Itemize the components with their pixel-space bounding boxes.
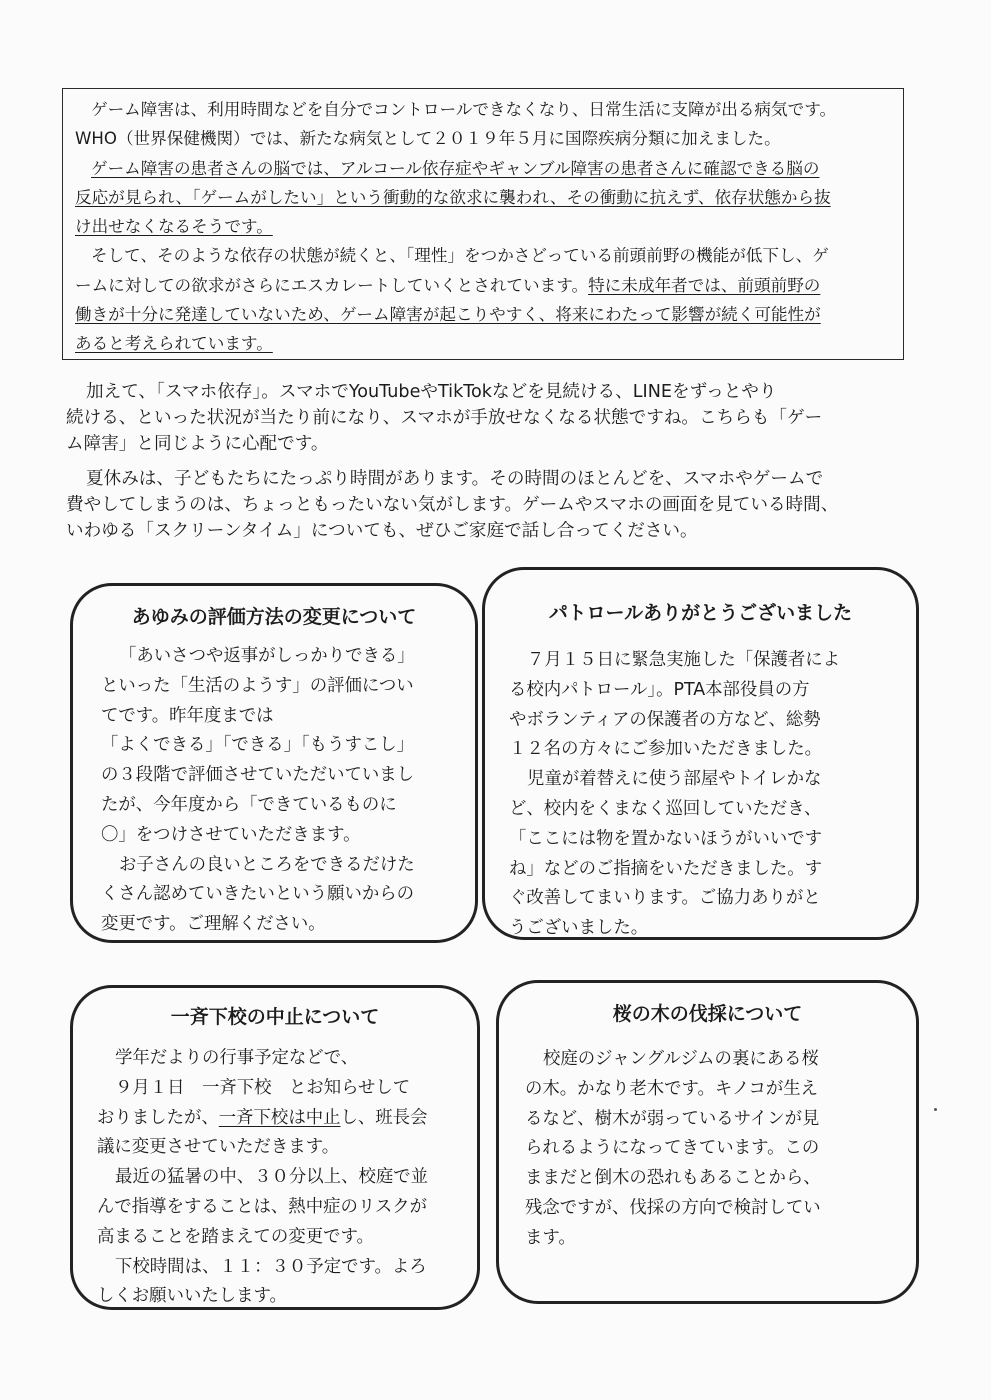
underlined-text: 特に未成年者では、前頭前野の	[588, 275, 821, 295]
text-line: る校内パトロール」。PTA本部役員の方	[509, 679, 810, 700]
box-body	[507, 646, 894, 944]
text-line: んで指導をすることは、熱中症のリスクが	[97, 1196, 428, 1217]
text-segment: ームに対しての欲求がさらにエスカレートしていくとされています。	[75, 275, 589, 295]
text-line: 校庭のジャングルジムの裏にある桜	[543, 1049, 819, 1069]
box-title: パトロールありがとうございました	[548, 602, 853, 624]
text-line	[75, 212, 893, 241]
text-line: 「あいさつや返事がしっかりできる」	[119, 646, 415, 666]
text-line: 〇」をつけさせていただきます。	[101, 824, 361, 845]
underlined-text: あると考えられています。	[75, 334, 273, 354]
underlined-text: 働きが十分に発達していないため、ゲーム障害が起こりやすく、将来にわたって影響が続く可能性が	[75, 305, 821, 325]
text-line: ７月１５日に緊急実施した「保護者によ	[527, 650, 841, 670]
text-line: の３段階で評価させていただいていまし	[101, 765, 415, 786]
text-line: 「よくできる」「できる」「もうすこし」	[101, 735, 415, 756]
game-disorder-info-box	[62, 88, 904, 360]
evaluation-change-box	[70, 583, 478, 943]
text-line: そして、そのような依存の状態が続くと、「理性」をつかさどっている前頭前野の機能が低下し、ゲ	[91, 246, 829, 266]
text-line: １２名の方々にご参加いただきました。	[509, 739, 823, 760]
text-line: たが、今年度から「できているものに	[101, 794, 397, 815]
text-line: ね」などのご指摘をいただきました。す	[509, 858, 823, 879]
text-line: 夏休みは、子どもたちにたっぷり時間があります。その時間のほとんどを、スマホやゲームで	[86, 469, 824, 489]
text-line: お子さんの良いところをできるだけた	[119, 854, 415, 875]
underlined-text: 一斉下校は中止	[218, 1107, 341, 1128]
text-line: くさん認めていきたいという願いからの	[101, 884, 415, 905]
text-line: 最近の猛暑の中、３０分以上、校庭で並	[115, 1167, 429, 1188]
text-line: ９月１日 一斉下校 とお知らせして	[115, 1077, 411, 1098]
patrol-thanks-box	[482, 567, 919, 940]
underlined-text: 反応が見られ、「ゲームがしたい」という衝動的な欲求に襲われ、その衝動に抗えず、依存状態から抜	[75, 187, 831, 207]
text-line: られるようになってきています。この	[525, 1138, 820, 1159]
box-body	[95, 642, 453, 940]
text-line: ゲーム障害は、利用時間などを自分でコントロールできなくなり、日常生活に支障が出る病気です。	[91, 100, 837, 119]
scan-speck	[934, 1108, 937, 1111]
text-line: 「ここには物を置かないほうがいいです	[509, 828, 823, 849]
text-line: 続ける、といった状況が当たり前になり、スマホが手放せなくなる状態ですね。こちらも「ゲー	[66, 408, 823, 428]
text-line: 学年だよりの行事予定などで、	[115, 1048, 359, 1068]
text-line	[75, 183, 893, 212]
text-line: 残念ですが、伐採の方向で検討してい	[525, 1197, 821, 1218]
text-line: しくお願いいたします。	[97, 1286, 287, 1307]
text-line: やボランティアの保護者の方など、総勢	[509, 709, 821, 730]
text-line	[75, 154, 893, 183]
smartphone-dependence-paragraph	[66, 379, 908, 457]
text-line: うございました。	[509, 918, 649, 939]
text-line: 児童が着替えに使う部屋やトイレかな	[527, 769, 822, 790]
dismissal-cancel-box	[70, 985, 480, 1310]
text-line: てです。昨年度までは	[101, 705, 274, 726]
underlined-text: ゲーム障害の患者さんの脳では、アルコール依存症やギャンブル障害の患者さんに確認できる脳の	[91, 158, 820, 178]
box-body	[521, 1045, 894, 1254]
text-line: ど、校内をくまなく巡回していただき、	[509, 798, 822, 819]
summer-vacation-paragraph	[66, 466, 908, 544]
text-line: ままだと倒木の恐れもあることから、	[525, 1168, 821, 1189]
text-line	[75, 271, 893, 300]
text-line: るなど、樹木が弱っているサインが見	[525, 1108, 820, 1129]
text-line: ぐ改善してまいります。ご協力ありがと	[509, 888, 821, 909]
text-line	[97, 1104, 455, 1134]
underlined-text: け出せなくなるそうです。	[75, 217, 273, 237]
text-line: いわゆる「スクリーンタイム」についても、ぜひご家庭で話し合ってください。	[66, 521, 698, 541]
box-body	[95, 1044, 455, 1312]
text-line: 高まることを踏まえての変更です。	[97, 1226, 374, 1247]
box-title: 桜の木の伐採について	[612, 1003, 803, 1025]
text-segment: おりましたが、	[97, 1107, 219, 1128]
text-line: といった「生活のようす」の評価につい	[101, 675, 414, 696]
box-title: 一斉下校の中止について	[170, 1006, 380, 1028]
text-line: WHO（世界保健機関）では、新たな病気として２０１９年５月に国際疾病分類に加えました。	[75, 129, 781, 149]
box-title: あゆみの評価方法の変更について	[131, 606, 417, 628]
text-line: 変更です。ご理解ください。	[101, 914, 326, 935]
text-line: ム障害」と同じように心配です。	[66, 434, 329, 454]
text-line: 費やしてしまうのは、ちょっともったいない気がします。ゲームやスマホの画面を見ている時間、	[66, 495, 839, 515]
cherry-tree-box	[496, 980, 919, 1304]
text-line: 議に変更させていただきます。	[97, 1137, 340, 1158]
text-line: ます。	[525, 1227, 576, 1248]
text-line: 加えて、「スマホ依存」。スマホでYouTubeやTikTokなどを見続ける、LINEをずっとやり	[86, 382, 777, 402]
text-line	[75, 300, 893, 329]
text-line: 下校時間は、１１：３０予定です。よろ	[115, 1256, 427, 1277]
text-line: の木。かなり老木です。キノコが生え	[525, 1078, 819, 1099]
text-line	[75, 329, 893, 358]
text-segment: し、班長会	[340, 1107, 428, 1128]
